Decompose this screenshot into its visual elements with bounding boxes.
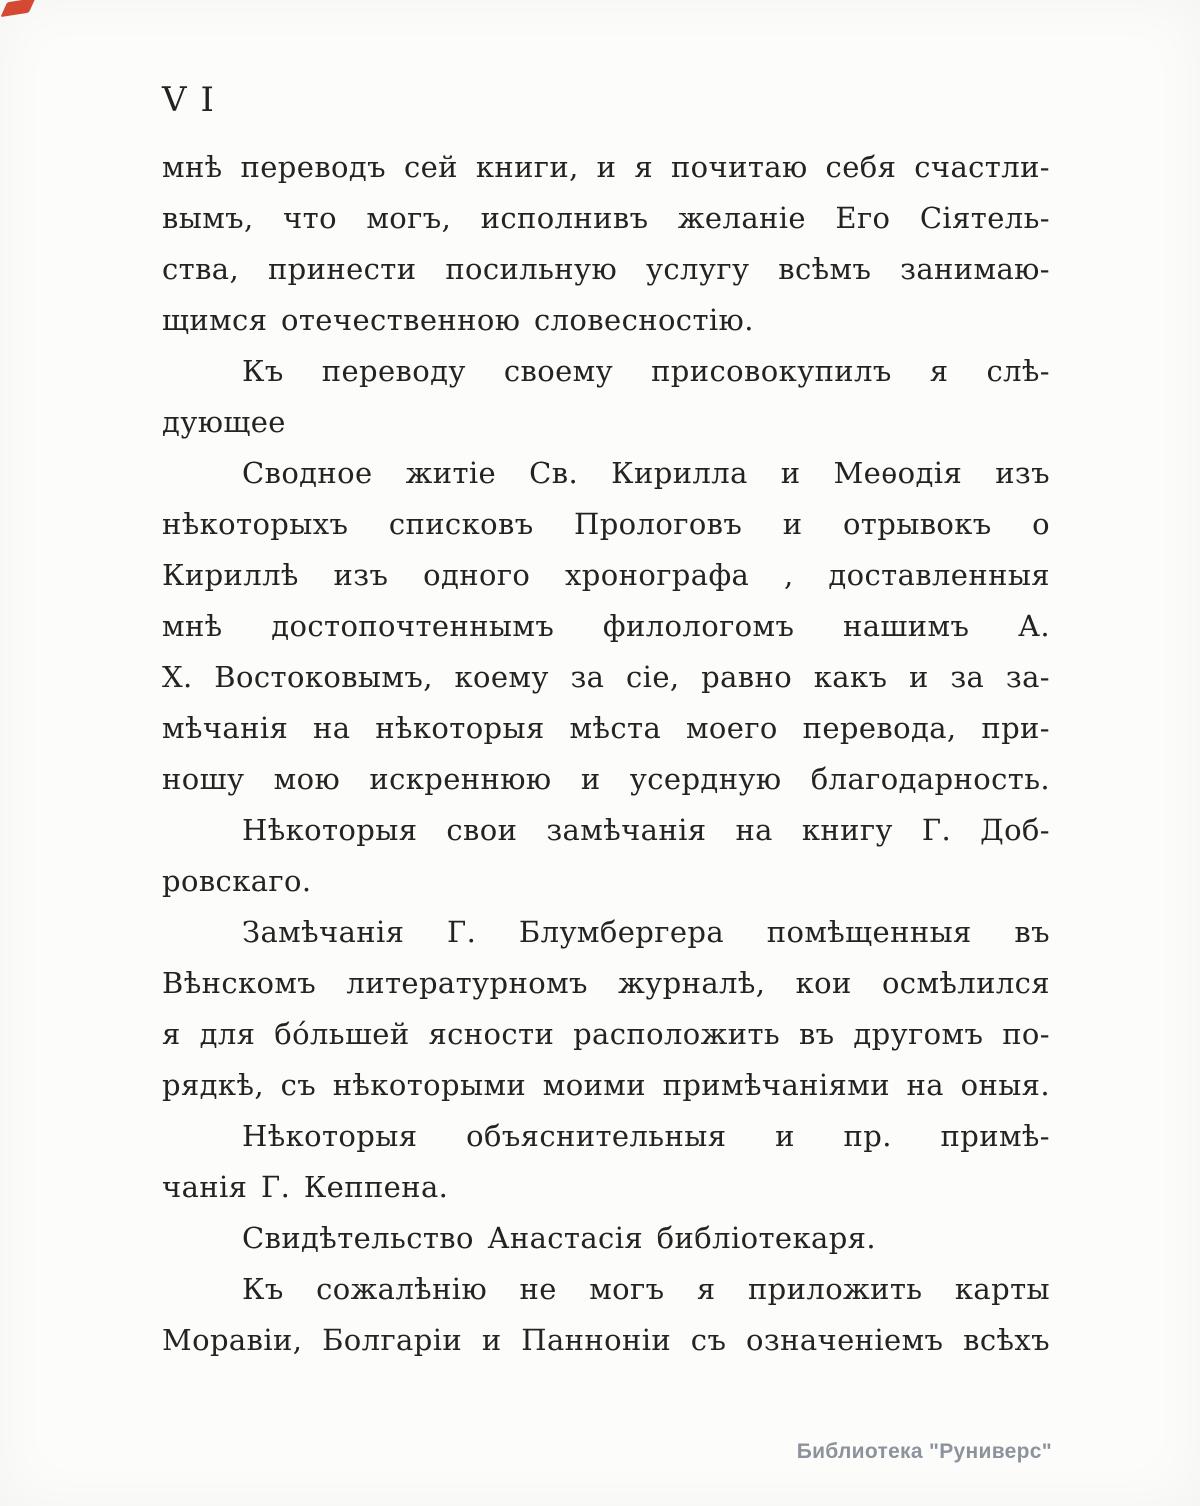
scan-corner-artifact: [0, 0, 35, 17]
text-line: чанія Г. Кеппена.: [162, 1170, 449, 1204]
text-line: мѣчанія на нѣкоторыя мѣста моего перевода, при-: [162, 711, 1050, 745]
text-line: мнѣ переводъ сей книги, и я почитаю себя счастли-: [162, 150, 1050, 184]
text-line: щимся отечественною словесностію.: [162, 303, 754, 337]
library-watermark: Библиотека "Руниверс": [796, 1440, 1052, 1463]
text-line: ства, принести посильную услугу всѣмъ занимаю-: [162, 252, 1050, 286]
text-line: рядкѣ, съ нѣкоторыми моими примѣчаніями на оныя.: [162, 1068, 1050, 1102]
text-line: Къ сожалѣнію не могъ я приложить карты: [242, 1272, 1050, 1306]
text-line: Свидѣтельство Анастасія библіотекаря.: [242, 1221, 876, 1255]
text-line: Нѣкоторыя объяснительныя и пр. примѣ-: [242, 1119, 1050, 1153]
text-line: ровскаго.: [162, 864, 312, 898]
text-line: дующее: [162, 405, 286, 439]
text-line: Вѣнскомъ литературномъ журналѣ, кои осмѣлился: [162, 966, 1050, 1000]
text-line: Нѣкоторыя свои замѣчанія на книгу Г. Доб-: [242, 813, 1050, 847]
text-line: Замѣчанія Г. Блумбергера помѣщенныя въ: [242, 915, 1050, 949]
text-line: Кириллѣ изъ одного хронографа , доставленныя: [162, 558, 1050, 592]
text-block: [162, 142, 1050, 1366]
text-line: мнѣ достопочтеннымъ филологомъ нашимъ А.: [162, 609, 1050, 643]
text-line: нѣкоторыхъ списковъ Прологовъ и отрывокъ о: [162, 507, 1050, 541]
text-line: Моравіи, Болгаріи и Панноніи съ означеніемъ всѣхъ: [162, 1323, 1050, 1357]
text-line: я для бо́льшей ясности расположить въ другомъ по-: [162, 1017, 1050, 1051]
text-line: Къ переводу своему присовокупилъ я слѣ-: [242, 354, 1050, 388]
page-number: VI: [162, 80, 228, 120]
text-line: ношу мою искреннюю и усердную благодарность.: [162, 762, 1050, 796]
text-line: Х. Востоковымъ, коему за сіе, равно какъ и за за-: [162, 660, 1050, 694]
text-line: вымъ, что могъ, исполнивъ желаніе Его Сіятель-: [162, 201, 1050, 235]
text-line: Сводное житіе Св. Кирилла и Меѳодія изъ: [242, 456, 1050, 490]
